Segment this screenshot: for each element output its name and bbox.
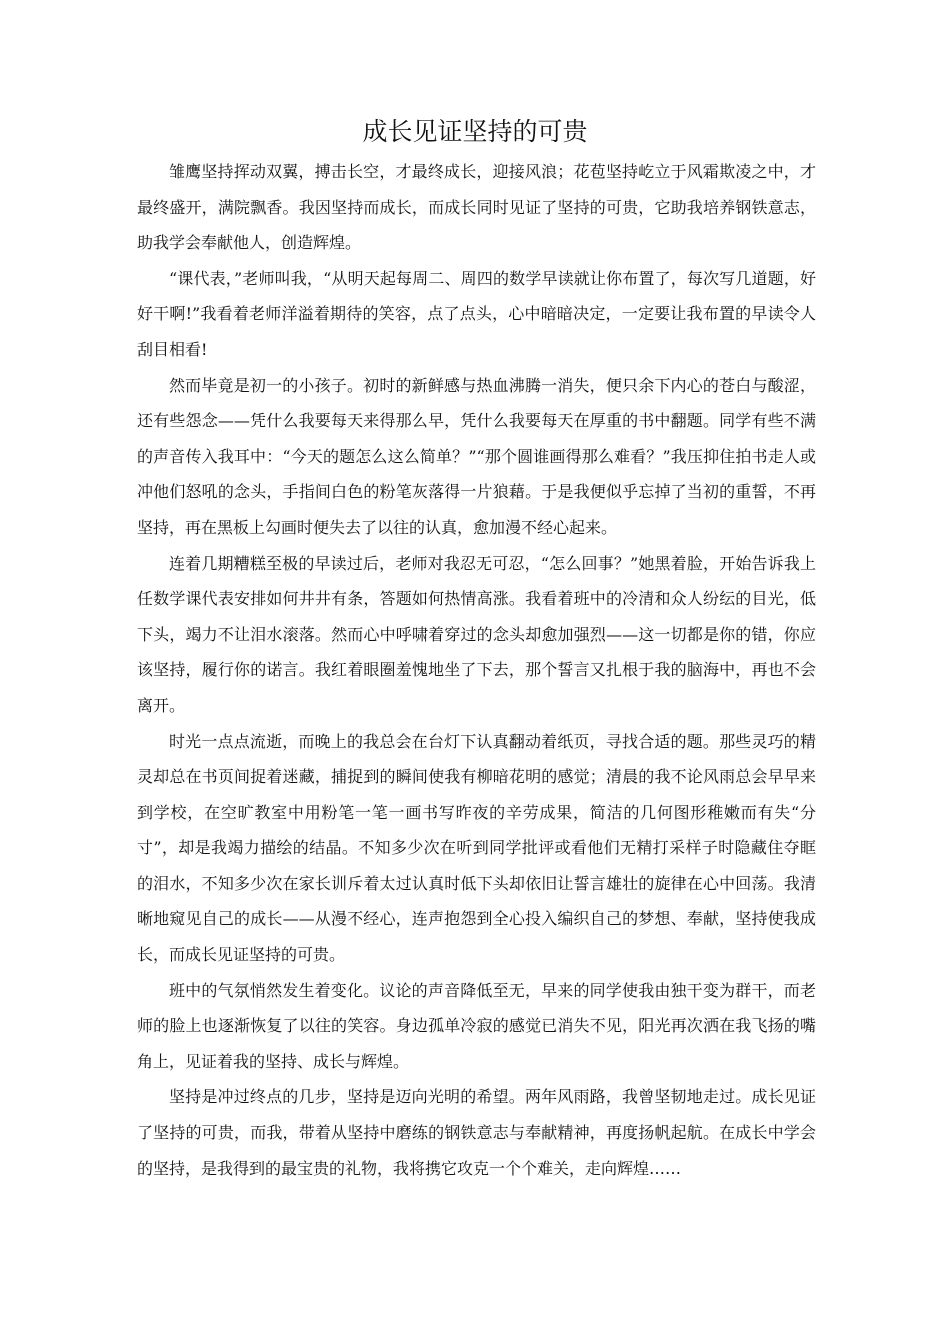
paragraph-2: “课代表，”老师叫我，“从明天起每周二、周四的数学早读就让你布置了，每次写几道题，好好干啊!”我看着老师洋溢着期待的笑容，点了点头，心中暗暗决定，一定要让我布置的早读令人刮目相看! [137, 268, 816, 359]
paragraph-4: 连着几期糟糕至极的早读过后，老师对我忍无可忍，“怎么回事？”她黑着脸，开始告诉我上任数学课代表安排如何井井有条，答题如何热情高涨。我看着班中的冷清和众人纷纭的目光，低下头，竭力不让泪水滚落。然而心中呼啸着穿过的念头却愈加强烈——这一切都是你的错，你应该坚持，履行你的诺言。我红着眼圈羞愧地坐了下去，那个誓言又扎根于我的脑海中，再也不会离开。 [137, 553, 816, 715]
paragraph-7: 坚持是冲过终点的几步，坚持是迈向光明的希望。两年风雨路，我曾坚韧地走过。成长见证了坚持的可贵，而我，带着从坚持中磨练的钢铁意志与奉献精神，再度扬帆起航。在成长中学会的坚持，是我得到的最宝贵的礼物，我将携它攻克一个个难关，走向辉煌…… [137, 1087, 816, 1178]
document-title: 成长见证坚持的可贵 [362, 117, 588, 146]
paragraph-5: 时光一点点流逝，而晚上的我总会在台灯下认真翻动着纸页，寻找合适的题。那些灵巧的精灵却总在书页间捉着迷藏，捕捉到的瞬间使我有柳暗花明的感觉；清晨的我不论风雨总会早早来到学校，在空旷教室中用粉笔一笔一画书写昨夜的辛劳成果，简洁的几何图形稚嫩而有失“分寸”，却是我竭力描绘的结晶。不知多少次在听到同学批评或看他们无精打采样子时隐藏住夺眶的泪水，不知多少次在家长训斥着太过认真时低下头却依旧让誓言雄壮的旋律在心中回荡。我清晰地窥见自己的成长——从漫不经心，连声抱怨到全心投入编织自己的梦想、奉献，坚持使我成长，而成长见证坚持的可贵。 [137, 731, 816, 965]
paragraph-3: 然而毕竟是初一的小孩子。初时的新鲜感与热血沸腾一消失，便只余下内心的苍白与酸涩，还有些怨念——凭什么我要每天来得那么早，凭什么我要每天在厚重的书中翻题。同学有些不满的声音传入我耳中：“今天的题怎么这么简单？”“那个圆谁画得那么难看？”我压抑住拍书走人或冲他们怒吼的念头，手指间白色的粉笔灰落得一片狼藉。于是我便似乎忘掉了当初的重誓，不再坚持，再在黑板上勾画时便失去了以往的认真，愈加漫不经心起来。 [137, 375, 816, 537]
document-body [137, 154, 816, 1186]
paragraph-1: 雏鹰坚持挥动双翼，搏击长空，才最终成长，迎接风浪；花苞坚持屹立于风霜欺凌之中，才最终盛开，满院飘香。我因坚持而成长，而成长同时见证了坚持的可贵，它助我培养钢铁意志，助我学会奉献他人，创造辉煌。 [137, 162, 816, 253]
paragraph-6: 班中的气氛悄然发生着变化。议论的声音降低至无，早来的同学使我由独干变为群干，而老师的脸上也逐渐恢复了以往的笑容。身边孤单冷寂的感觉已消失不见，阳光再次洒在我飞扬的嘴角上，见证着我的坚持、成长与辉煌。 [137, 980, 816, 1071]
